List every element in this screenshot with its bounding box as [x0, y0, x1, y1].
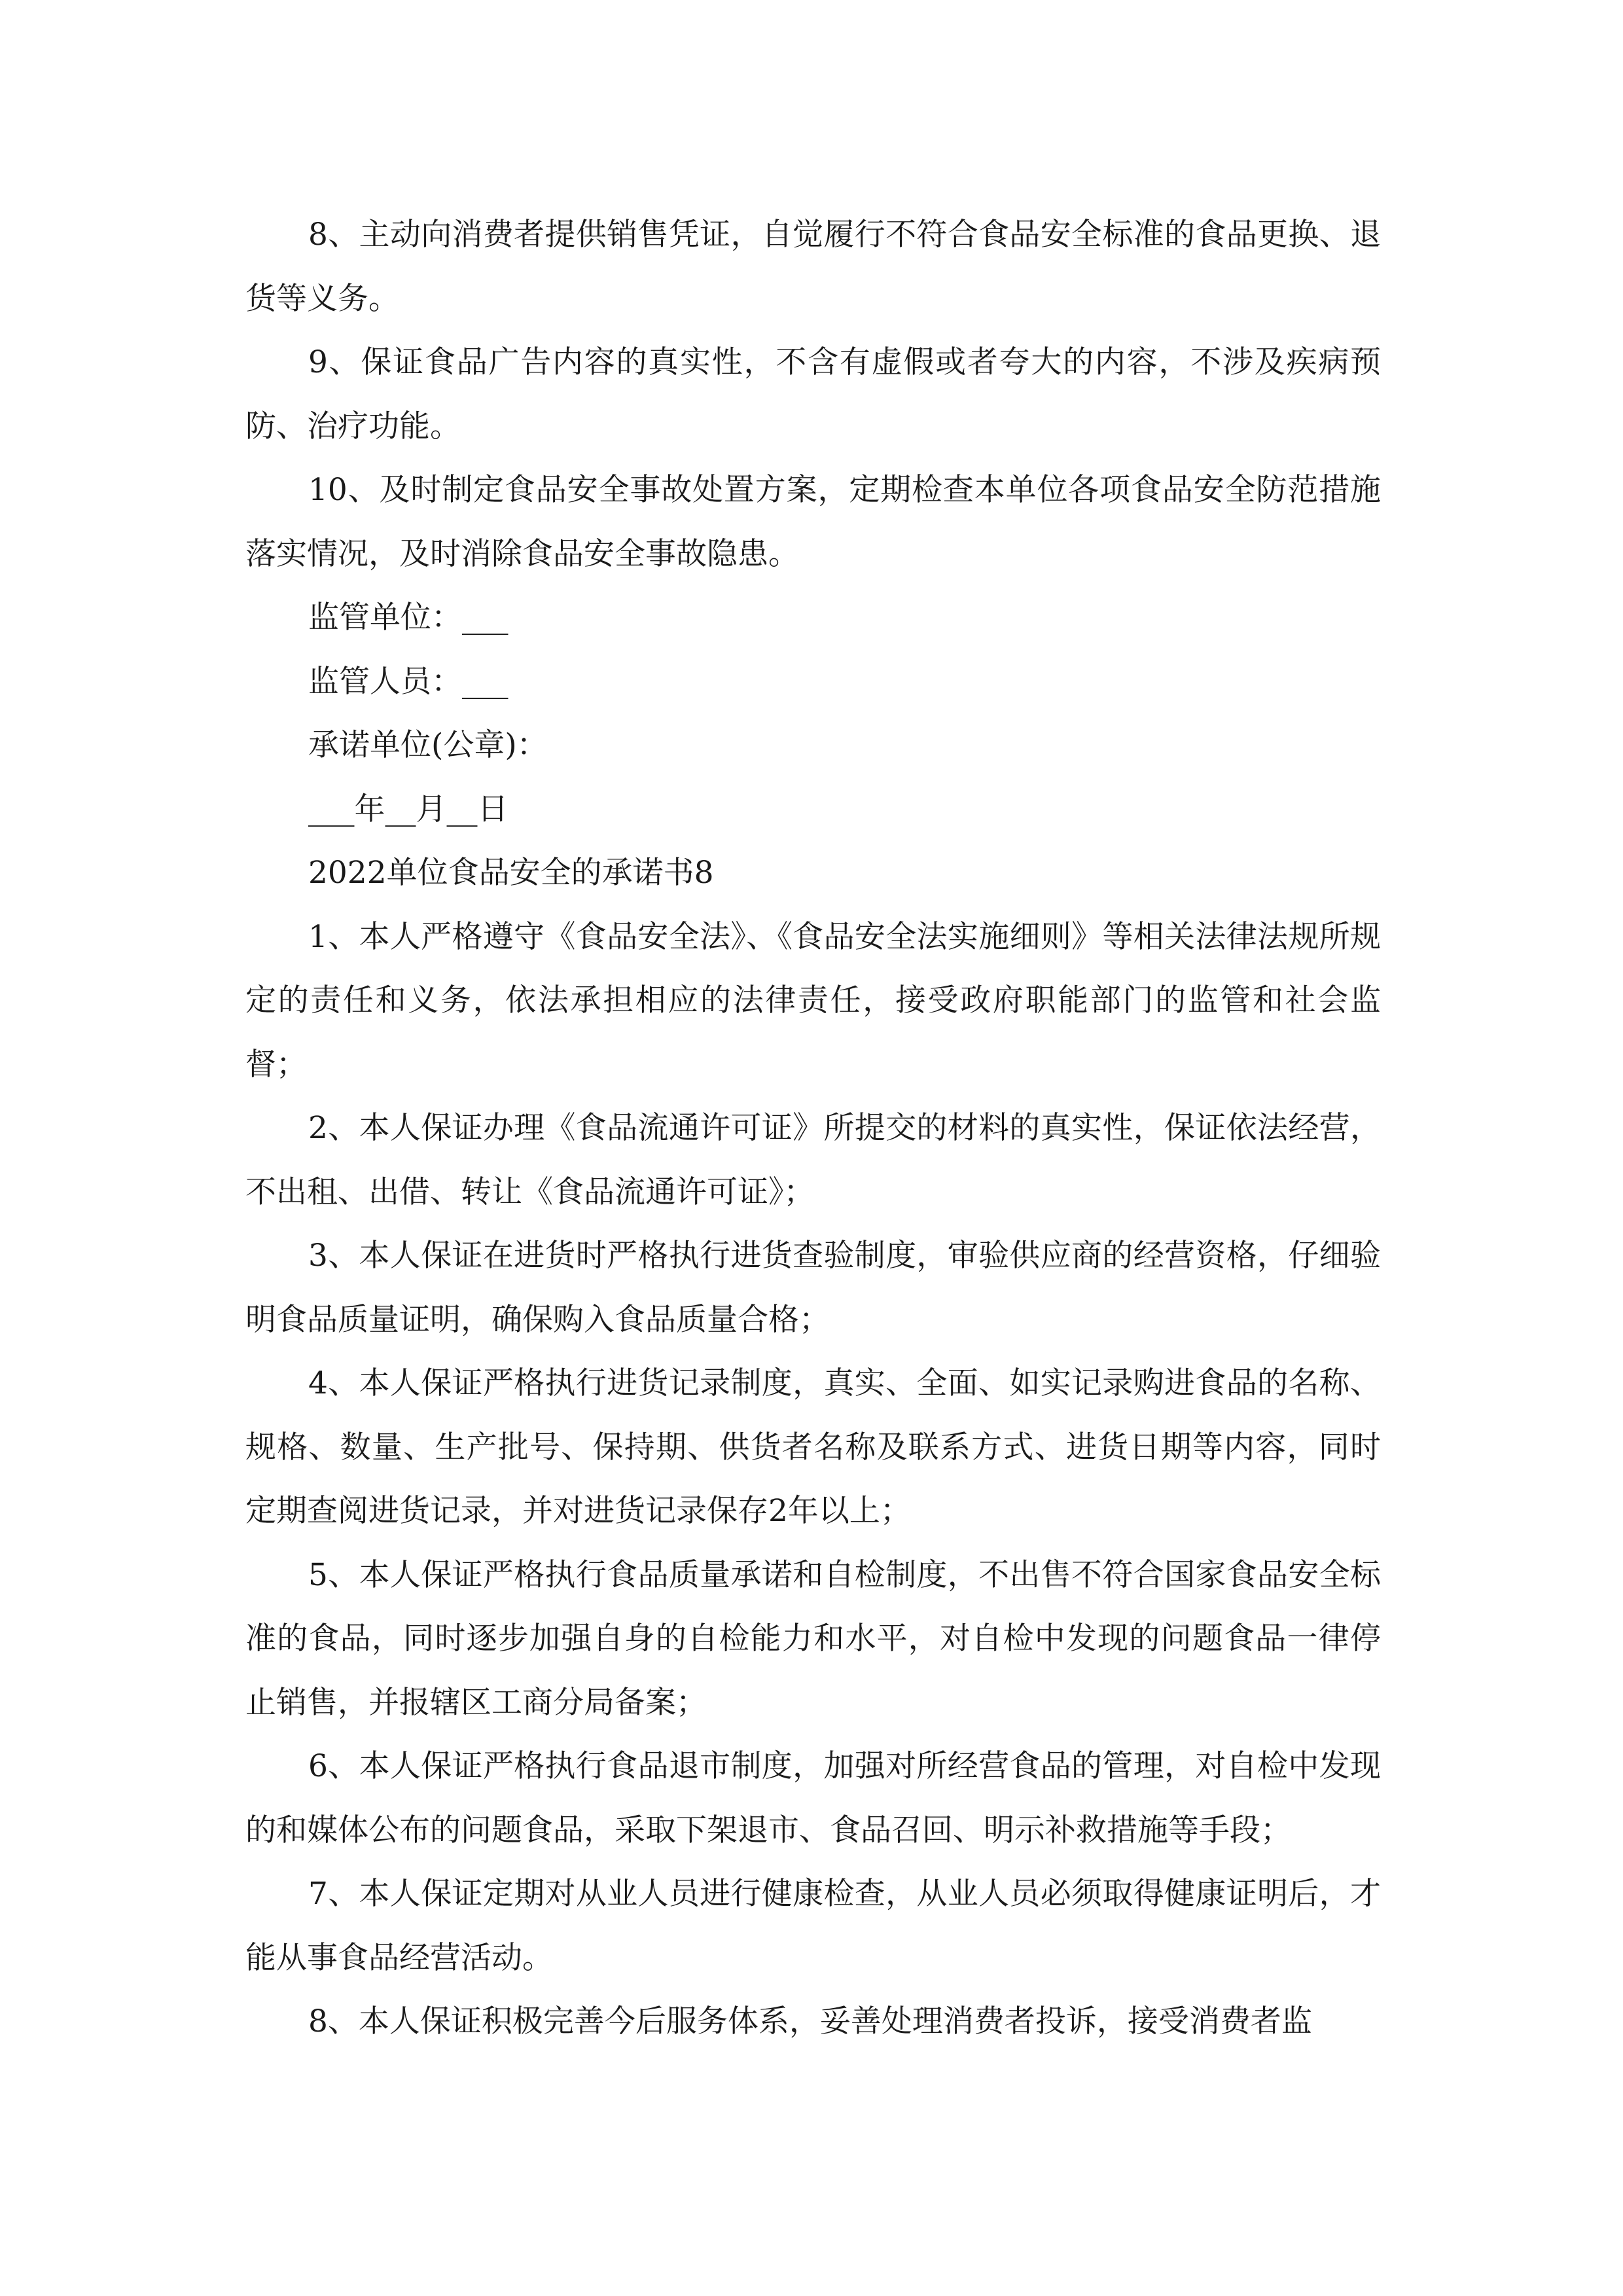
- paragraph-item-6-recall: 6、本人保证严格执行食品退市制度，加强对所经营食品的管理，对自检中发现的和媒体公布的问题食品，采取下架退市、食品召回、明示补救措施等手段；: [245, 1748, 1381, 1848]
- paragraph-item-1-compliance: 1、本人严格遵守《食品安全法》、《食品安全法实施细则》等相关法律法规所规定的责任和义务，依法承担相应的法律责任，接受政府职能部门的监管和社会监督；: [245, 918, 1381, 1083]
- committing-unit-seal-line: 承诺单位(公章)：: [308, 727, 548, 763]
- paragraph-item-7-health-check: 7、本人保证定期对从业人员进行健康检查，从业人员必须取得健康证明后，才能从事食品经营活动。: [245, 1876, 1381, 1976]
- supervising-unit-line: 监管单位：___: [308, 600, 508, 636]
- paragraph-item-3-inspection: 3、本人保证在进货时严格执行进货查验制度，审验供应商的经营资格，仔细验明食品质量证明，确保购入食品质量合格；: [245, 1238, 1381, 1338]
- paragraph-item-8-service: 8、本人保证积极完善今后服务体系，妥善处理消费者投诉，接受消费者监: [308, 2003, 1312, 2039]
- paragraph-item-5-self-check: 5、本人保证严格执行食品质量承诺和自检制度，不出售不符合国家食品安全标准的食品，同时逐步加强自身的自检能力和水平，对自检中发现的问题食品一律停止销售，并报辖区工商分局备案；: [245, 1556, 1381, 1721]
- paragraph-item-10-accident-plan: 10、及时制定食品安全事故处置方案，定期检查本单位各项食品安全防范措施落实情况，及时消除食品安全事故隐患。: [245, 472, 1381, 572]
- document-body: [245, 203, 1381, 2054]
- paragraph-item-2-license: 2、本人保证办理《食品流通许可证》所提交的材料的真实性，保证依法经营，不出租、出借、转让《食品流通许可证》；: [245, 1110, 1381, 1210]
- supervising-staff-line: 监管人员：___: [308, 663, 508, 700]
- paragraph-item-9-advertising: 9、保证食品广告内容的真实性，不含有虚假或者夸大的内容，不涉及疾病预防、治疗功能。: [245, 344, 1381, 444]
- section-title: 2022单位食品安全的承诺书8: [308, 855, 714, 891]
- date-line: ___年__月__日: [308, 791, 508, 827]
- paragraph-item-8-sales-receipt: 8、主动向消费者提供销售凭证，自觉履行不符合食品安全标准的食品更换、退货等义务。: [245, 217, 1381, 317]
- paragraph-item-4-records: 4、本人保证严格执行进货记录制度，真实、全面、如实记录购进食品的名称、规格、数量、生产批号、保持期、供货者名称及联系方式、进货日期等内容，同时定期查阅进货记录，并对进货记录保存2年以上；: [245, 1365, 1381, 1529]
